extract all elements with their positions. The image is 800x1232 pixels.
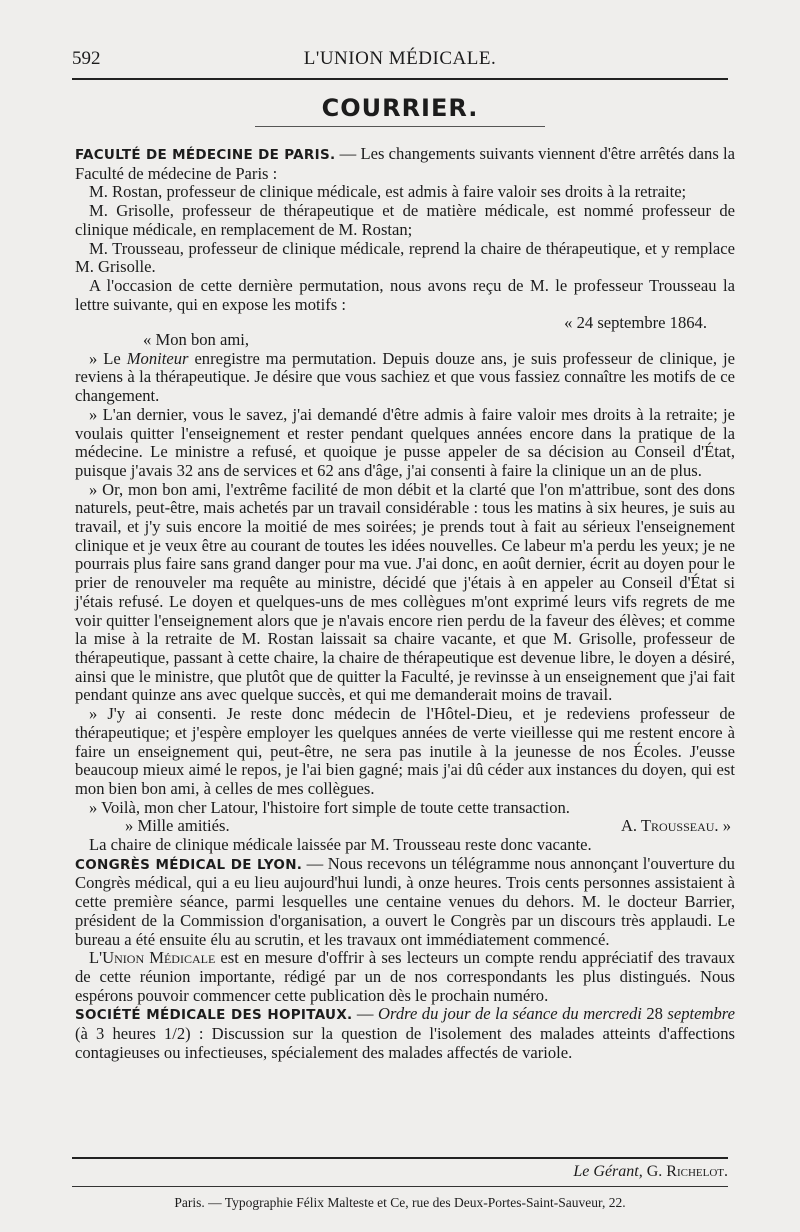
letter-paragraph-3: » Or, mon bon ami, l'extrême facilité de mon débit et la clarté que l'on m'attribue, sont des dons naturels, peut-être, mais achetés par un travail considérable : tous les matins à six heures, je suis au travail, et j'y suis encore la moitié de mes soirées; je prends tout à fait au sérieux l'enseignement clinique et je veux être au courant de toutes les idées nouvelles. Ce labeur m'a perdu les yeux; je ne pourrais plus faire sans grand danger pour ma vue. J'ai donc, en août dernier, écrit au doyen pour le prier de renouveler ma requête au ministre, décidé que j'étais à en appeler au Conseil d'État si j'étais refusé. Le doyen et quelques-uns de mes collègues m'ont exprimé leurs vifs regrets de me voir quitter l'enseignement alors que je n'avais encore rien perdu de la faveur des élèves; et comme la mise à la retraite de M. Rostan laissait sa chaire vacante, et que M. Grisolle, professeur de thérapeutique, passant à cette chaire, la chaire de thérapeutique est devenue libre, le doyen a désiré, ainsi que le ministre, que plutôt que de quitter la Faculté, je revinsse à un enseignement que j'ai fait pendant quinze ans avec quelque succès, et qui me demanderait moins de travail. bbox=[75, 479, 735, 705]
letter-closing: » Mille amitiés. bbox=[125, 816, 230, 836]
footer-rule-top bbox=[72, 1157, 728, 1159]
letter-paragraph-5: » Voilà, mon cher Latour, l'histoire fort simple de toute cette transaction. bbox=[89, 797, 570, 817]
societe-dash: — bbox=[352, 1004, 378, 1024]
letter-greeting: « Mon bon ami, bbox=[143, 330, 250, 350]
societe-plain-1: 28 bbox=[641, 1004, 668, 1024]
letter-paragraph-4: » J'y ai consenti. Je reste donc médecin de l'Hôtel-Dieu, et je redeviens professeur de thérapeutique; et j'espère employer les quelques années de verte vieillesse qui me restent encore à faire un enseignement qui, peut-être, ne sera pas inutile à la jeunesse de nos Écoles. J'eusse beaucoup mieux aimé le repos, je l'ai bien gagné; mais j'ai dû céder aux instances du doyen, qui est mon bien bon ami, à celles de mes collègues. bbox=[75, 704, 735, 798]
moniteur-title: Moniteur bbox=[126, 348, 189, 368]
congres-text: — Nous recevons un télégramme nous annonçant l'ouverture du Congrès médical, qui a eu lieu aujourd'hui lundi, à onze heures. Trois cents personnes assistaient à cette première séance, parmi lesquelles une centaine venues du dehors. M. le docteur Barrier, président de la Commission d'organisation, a ouvert le Congrès par un discours très applaudi. Le bureau a été ensuite élu au scrutin, et les travaux ont immédiatement commencé. bbox=[75, 853, 735, 949]
societe-italic-1: Ordre du jour de la séance du mercredi bbox=[378, 1004, 642, 1024]
footer-rule-bottom bbox=[72, 1186, 728, 1187]
societe-heading: SOCIÉTÉ MÉDICALE DES HOPITAUX. bbox=[75, 1007, 353, 1024]
section-underline bbox=[255, 126, 545, 127]
printer-footer: Paris. — Typographie Félix Malteste et Ce, rue des Deux-Portes-Saint-Sauveur, 22. bbox=[174, 1195, 626, 1210]
congres-paragraph bbox=[75, 855, 735, 950]
faculte-heading: FACULTÉ DE MÉDECINE DE PARIS. bbox=[75, 147, 336, 163]
congres-paragraph-2 bbox=[75, 949, 735, 1005]
letter-closing-line bbox=[75, 817, 735, 836]
letter-date: « 24 septembre 1864. bbox=[564, 313, 707, 333]
vacancy-paragraph: La chaire de clinique médicale laissée par M. Trousseau reste donc vacante. bbox=[89, 835, 592, 855]
letter-p1-rest: enregistre ma permutation. Depuis douze ans, je suis professeur de clinique, je reviens à la thérapeutique. Je désire que vous sachiez et que vous fassiez connaître les motifs de ce changement. bbox=[75, 348, 735, 406]
gerant-line bbox=[573, 1163, 728, 1181]
faculte-paragraph bbox=[75, 145, 735, 183]
societe-plain-2: (à 3 heures 1/2) : Discussion sur la question de l'isolement des malades atteints d'affections contagieuses ou infectieuses, spécialement des malades affectés de variole. bbox=[75, 1024, 735, 1062]
societe-italic-2: septembre bbox=[667, 1004, 736, 1024]
congres-heading: CONGRÈS MÉDICAL DE LYON. bbox=[75, 856, 303, 873]
journal-name: L'Union Médicale bbox=[89, 948, 216, 968]
faculte-item-2: M. Grisolle, professeur de thérapeutique et de matière médicale, est nommé professeur de clinique médicale, en remplacement de M. Rostan; bbox=[75, 201, 735, 239]
article-body bbox=[75, 145, 735, 1062]
congres-p2-text: est en mesure d'offrir à ses lecteurs un compte rendu appréciatif des travaux de cette réunion importante, rédigé par un de nos correspondants les plus distingués. Nous espérons pouvoir commencer cette publication dès le prochain numéro. bbox=[75, 948, 735, 1005]
header-rule bbox=[72, 78, 728, 80]
journal-title: L'UNION MÉDICALE. bbox=[303, 48, 497, 69]
letter-signature: A. Trousseau. » bbox=[620, 816, 731, 836]
section-title: COURRIER. bbox=[321, 94, 479, 122]
page-header bbox=[72, 44, 728, 74]
faculte-item-1: M. Rostan, professeur de clinique médicale, est admis à faire valoir ses droits à la retraite; bbox=[89, 182, 687, 202]
page-number: 592 bbox=[72, 48, 101, 69]
letter-paragraph-2: » L'an dernier, vous le savez, j'ai demandé d'être admis à faire valoir mes droits à la retraite; je voulais quitter l'enseignement et rester pendant quelques années encore dans la pratique de la médecine. Le ministre a refusé, et quoique je pusse appeler de sa décision au Conseil d'État, puisque j'avais 32 ans de services et 62 ans d'âge, j'ai consenti à faire la clinique un an de plus. bbox=[75, 404, 735, 480]
faculte-intro: — Les changements suivants viennent d'être arrêtés dans la Faculté de médecine de Paris : bbox=[75, 144, 735, 183]
gerant-name: G. Richelot. bbox=[646, 1163, 728, 1180]
faculte-item-3: M. Trousseau, professeur de clinique médicale, reprend la chaire de thérapeutique, et y remplace M. Grisolle. bbox=[75, 238, 735, 277]
letter-p1-start: » Le bbox=[89, 348, 127, 368]
faculte-occasion: A l'occasion de cette dernière permutation, nous avons reçu de M. le professeur Trousseau la lettre suivante, qui en expose les motifs : bbox=[75, 275, 735, 314]
gerant-label: Le Gérant, bbox=[573, 1163, 643, 1180]
letter-paragraph-1 bbox=[75, 350, 735, 406]
societe-paragraph bbox=[75, 1005, 735, 1062]
